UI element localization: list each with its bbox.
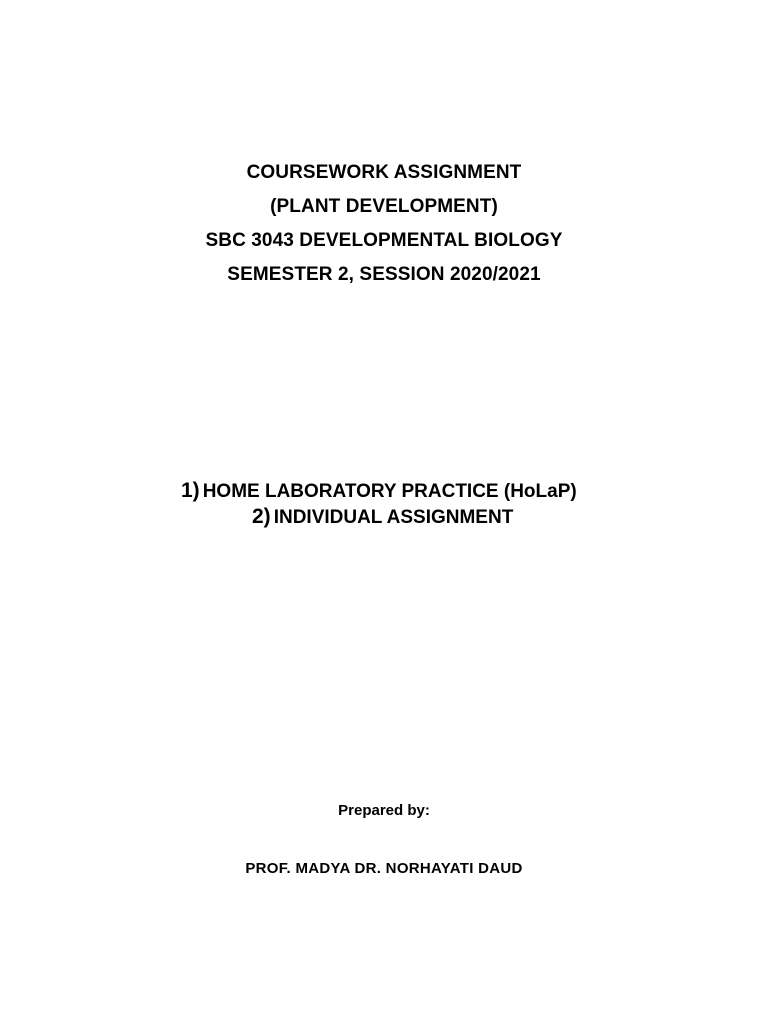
list-item-text: INDIVIDUAL ASSIGNMENT	[273, 507, 514, 528]
list-item-text: HOME LABORATORY PRACTICE (HoLaP)	[202, 481, 577, 502]
list-item-number: 1)	[181, 479, 200, 502]
list-item	[252, 504, 513, 530]
title-block	[0, 156, 768, 292]
course-subtitle: (PLANT DEVELOPMENT)	[270, 196, 498, 217]
course-code: SBC 3043 DEVELOPMENTAL BIOLOGY	[205, 230, 563, 251]
course-title: COURSEWORK ASSIGNMENT	[246, 162, 522, 183]
semester-session: SEMESTER 2, SESSION 2020/2021	[227, 264, 541, 285]
list-item	[181, 478, 577, 504]
list-item-number: 2)	[252, 505, 271, 528]
prepared-by-label: Prepared by:	[338, 802, 430, 819]
author-name: PROF. MADYA DR. NORHAYATI DAUD	[245, 860, 523, 877]
